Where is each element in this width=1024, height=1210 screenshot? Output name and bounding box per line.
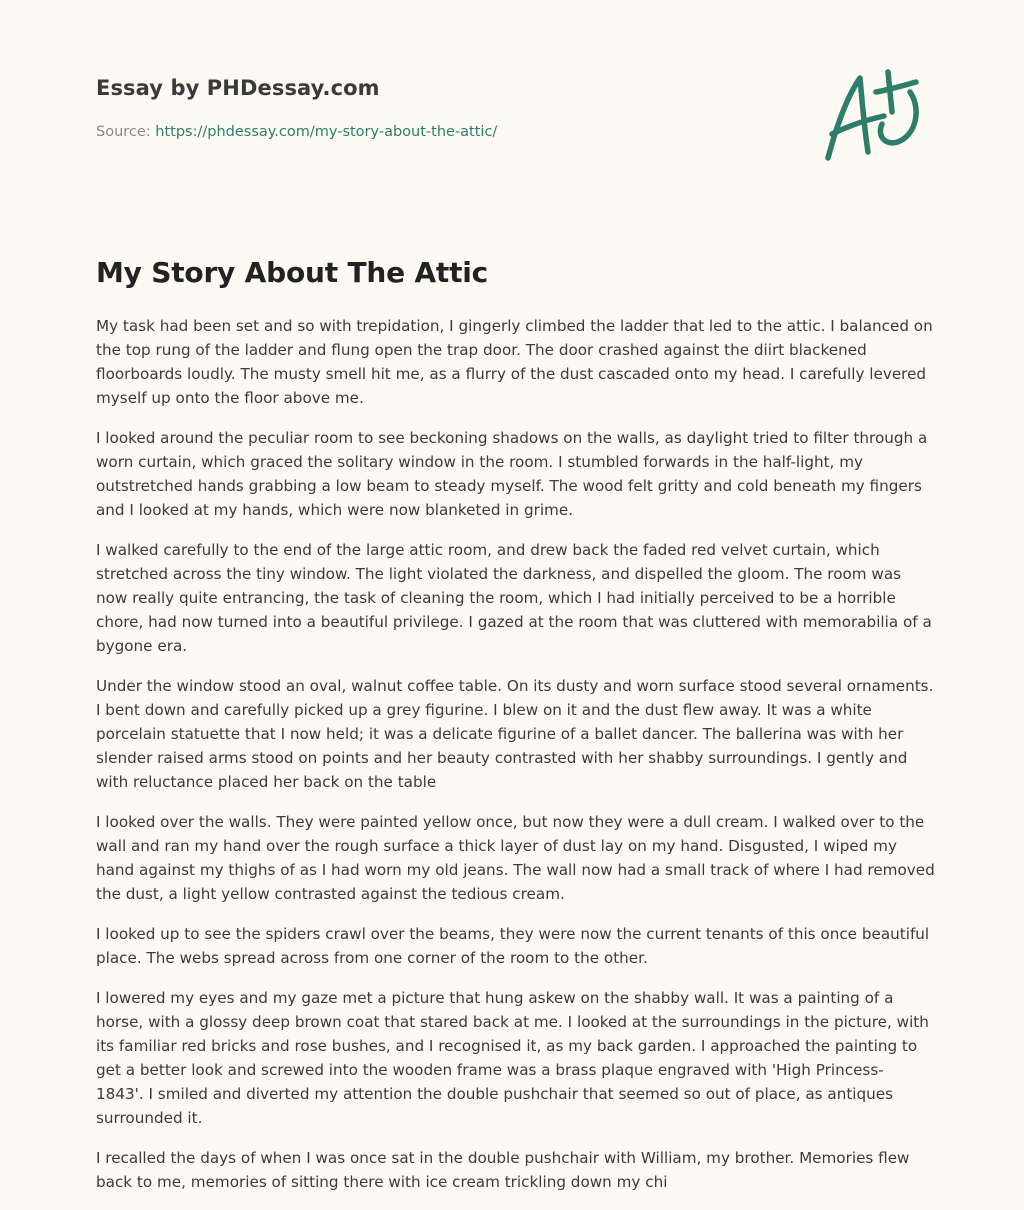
essay-paragraph: My task had been set and so with trepidation, I gingerly climbed the ladder that led to the attic. I balanced on the top rung of the ladder and flung open the trap door. The door crashed against the diirt blackened floorboards loudly. The musty smell hit me, as a flurry of the dust cascaded onto my head. I carefully levered myself up onto the floor above me.	[96, 317, 933, 407]
source-line	[96, 124, 497, 140]
source-label: Source:	[96, 124, 151, 140]
a-plus-logo-icon	[822, 66, 928, 166]
essay-paragraph: I looked up to see the spiders crawl over the beams, they were now the current tenants of this once beautiful place. The webs spread across from one corner of the room to the other.	[96, 925, 930, 967]
essay-header	[96, 0, 928, 200]
source-link[interactable]: https://phdessay.com/my-story-about-the-attic/	[155, 124, 498, 140]
essay-paragraph: I looked around the peculiar room to see beckoning shadows on the walls, as daylight tried to filter through a worn curtain, which graced the solitary window in the room. I stumbled forwards in the half-light, my outstretched hands grabbing a low beam to steady myself. The wood felt gritty and cold beneath my fingers and I looked at my hands, which were now blanketed in grime.	[96, 429, 928, 519]
essay-paragraph: I walked carefully to the end of the large attic room, and drew back the faded red velvet curtain, which stretched across the tiny window. The light violated the darkness, and dispelled the gloom. The room was now really quite entrancing, the task of cleaning the room, which I had initially perceived to be a horrible chore, had now turned into a beautiful privilege. I gazed at the room that was cluttered with memorabilia of a bygone era.	[96, 541, 932, 655]
essay-title: My Story About The Attic	[96, 256, 489, 289]
essay-body	[96, 314, 936, 1210]
essay-paragraph: Under the window stood an oval, walnut coffee table. On its dusty and worn surface stood several ornaments. I bent down and carefully picked up a grey figurine. I blew on it and the dust flew away. It was a white porcelain statuette that I now held; it was a delicate figurine of a ballet dancer. The ballerina was with her slender raised arms stood on points and her beauty contrasted with her shabby surroundings. I gently and with reluctance placed her back on the table	[96, 677, 934, 791]
essay-paragraph: I recalled the days of when I was once sat in the double pushchair with William, my brother. Memories flew back to me, memories of sitting there with ice cream trickling down my chi	[96, 1149, 910, 1191]
essay-paragraph: I looked over the walls. They were painted yellow once, but now they were a dull cream. I walked over to the wall and ran my hand over the rough surface a thick layer of dust lay on my hand. Disgusted, I wiped my hand against my thighs of as I had worn my old jeans. The wall now had a small track of where I had removed the dust, a light yellow contrasted against the tedious cream.	[96, 813, 935, 903]
essay-paragraph: I lowered my eyes and my gaze met a picture that hung askew on the shabby wall. It was a painting of a horse, with a glossy deep brown coat that stared back at me. I looked at the surroundings in the picture, with its familiar red bricks and rose bushes, and I recognised it, as my back garden. I approached the painting to get a better look and screwed into the wooden frame was a brass plaque engraved with 'High Princess- 1843'. I smiled and diverted my attention the double pushchair that seemed so out of place, as antiques surrounded it.	[96, 989, 929, 1127]
site-title: Essay by PHDessay.com	[96, 76, 380, 100]
